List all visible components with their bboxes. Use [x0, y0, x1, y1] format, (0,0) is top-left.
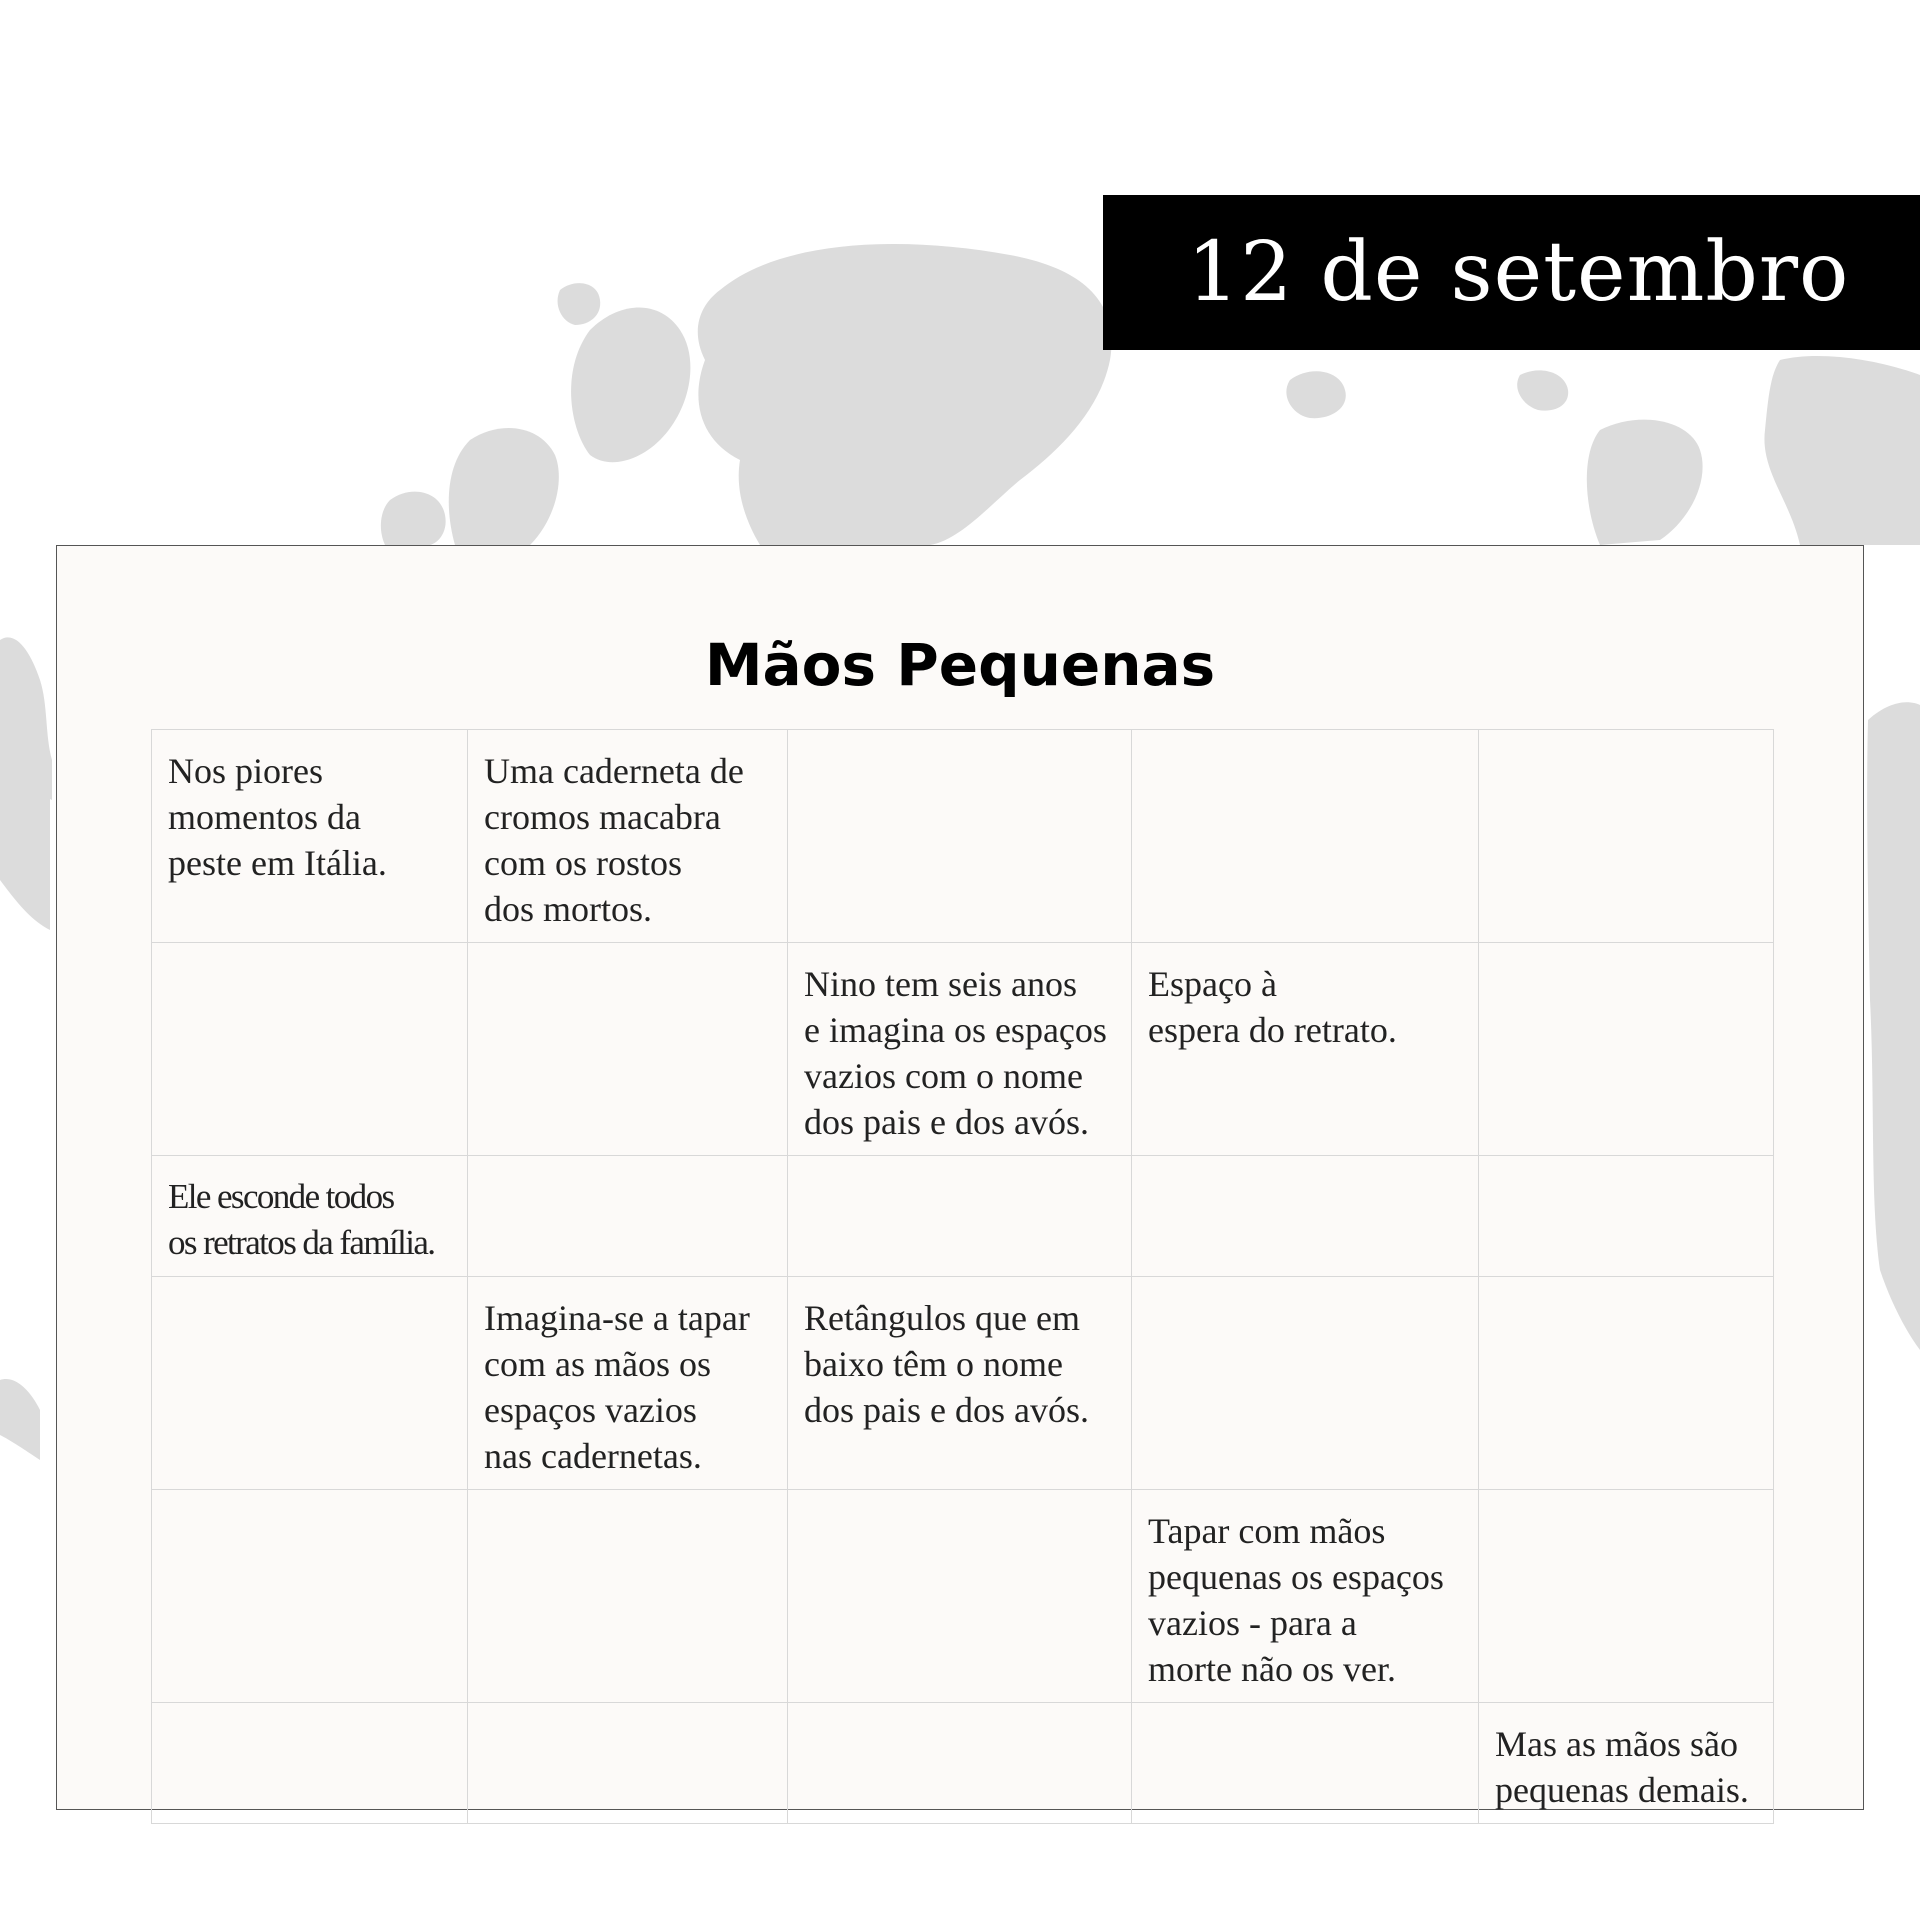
grid-cell [152, 1490, 468, 1703]
grid-cell [468, 1490, 788, 1703]
date-label: 12 de setembro [1187, 225, 1850, 320]
grid-cell [1479, 1156, 1774, 1277]
poem-card [56, 545, 1864, 1810]
grid-cell: Tapar com mãos pequenas os espaços vazios - para a morte não os ver. [1132, 1490, 1479, 1703]
grid-cell [788, 730, 1132, 943]
grid-row [152, 1277, 1774, 1490]
poem-title: Mãos Pequenas [704, 631, 1216, 699]
grid-cell [788, 1703, 1132, 1824]
grid-cell: Mas as mãos são pequenas demais. [1479, 1703, 1774, 1824]
grid-cell: Nino tem seis anos e imagina os espaços vazios com o nome dos pais e dos avós. [788, 943, 1132, 1156]
grid-row [152, 1490, 1774, 1703]
grid-cell [468, 1703, 788, 1824]
grid-row [152, 730, 1774, 943]
grid-cell [1132, 1156, 1479, 1277]
grid-cell: Ele esconde todos os retratos da família. [152, 1156, 468, 1277]
grid-cell [152, 1703, 468, 1824]
poem-grid [151, 729, 1774, 1824]
grid-row [152, 1703, 1774, 1824]
grid-cell [788, 1156, 1132, 1277]
grid-row [152, 943, 1774, 1156]
grid-cell [152, 943, 468, 1156]
grid-cell [788, 1490, 1132, 1703]
grid-cell: Imagina-se a tapar com as mãos os espaços vazios nas cadernetas. [468, 1277, 788, 1490]
grid-cell: Nos piores momentos da peste em Itália. [152, 730, 468, 943]
grid-cell: Espaço à espera do retrato. [1132, 943, 1479, 1156]
grid-cell [1132, 730, 1479, 943]
grid-row [152, 1156, 1774, 1277]
grid-cell [468, 943, 788, 1156]
grid-cell: Retângulos que em baixo têm o nome dos pais e dos avós. [788, 1277, 1132, 1490]
grid-cell [152, 1277, 468, 1490]
grid-cell [1479, 943, 1774, 1156]
date-banner [1103, 195, 1920, 350]
grid-cell [1479, 1490, 1774, 1703]
grid-cell: Uma caderneta de cromos macabra com os rostos dos mortos. [468, 730, 788, 943]
grid-cell [1132, 1277, 1479, 1490]
grid-cell [1479, 1277, 1774, 1490]
grid-cell [1132, 1703, 1479, 1824]
grid-cell [468, 1156, 788, 1277]
grid-cell [1479, 730, 1774, 943]
